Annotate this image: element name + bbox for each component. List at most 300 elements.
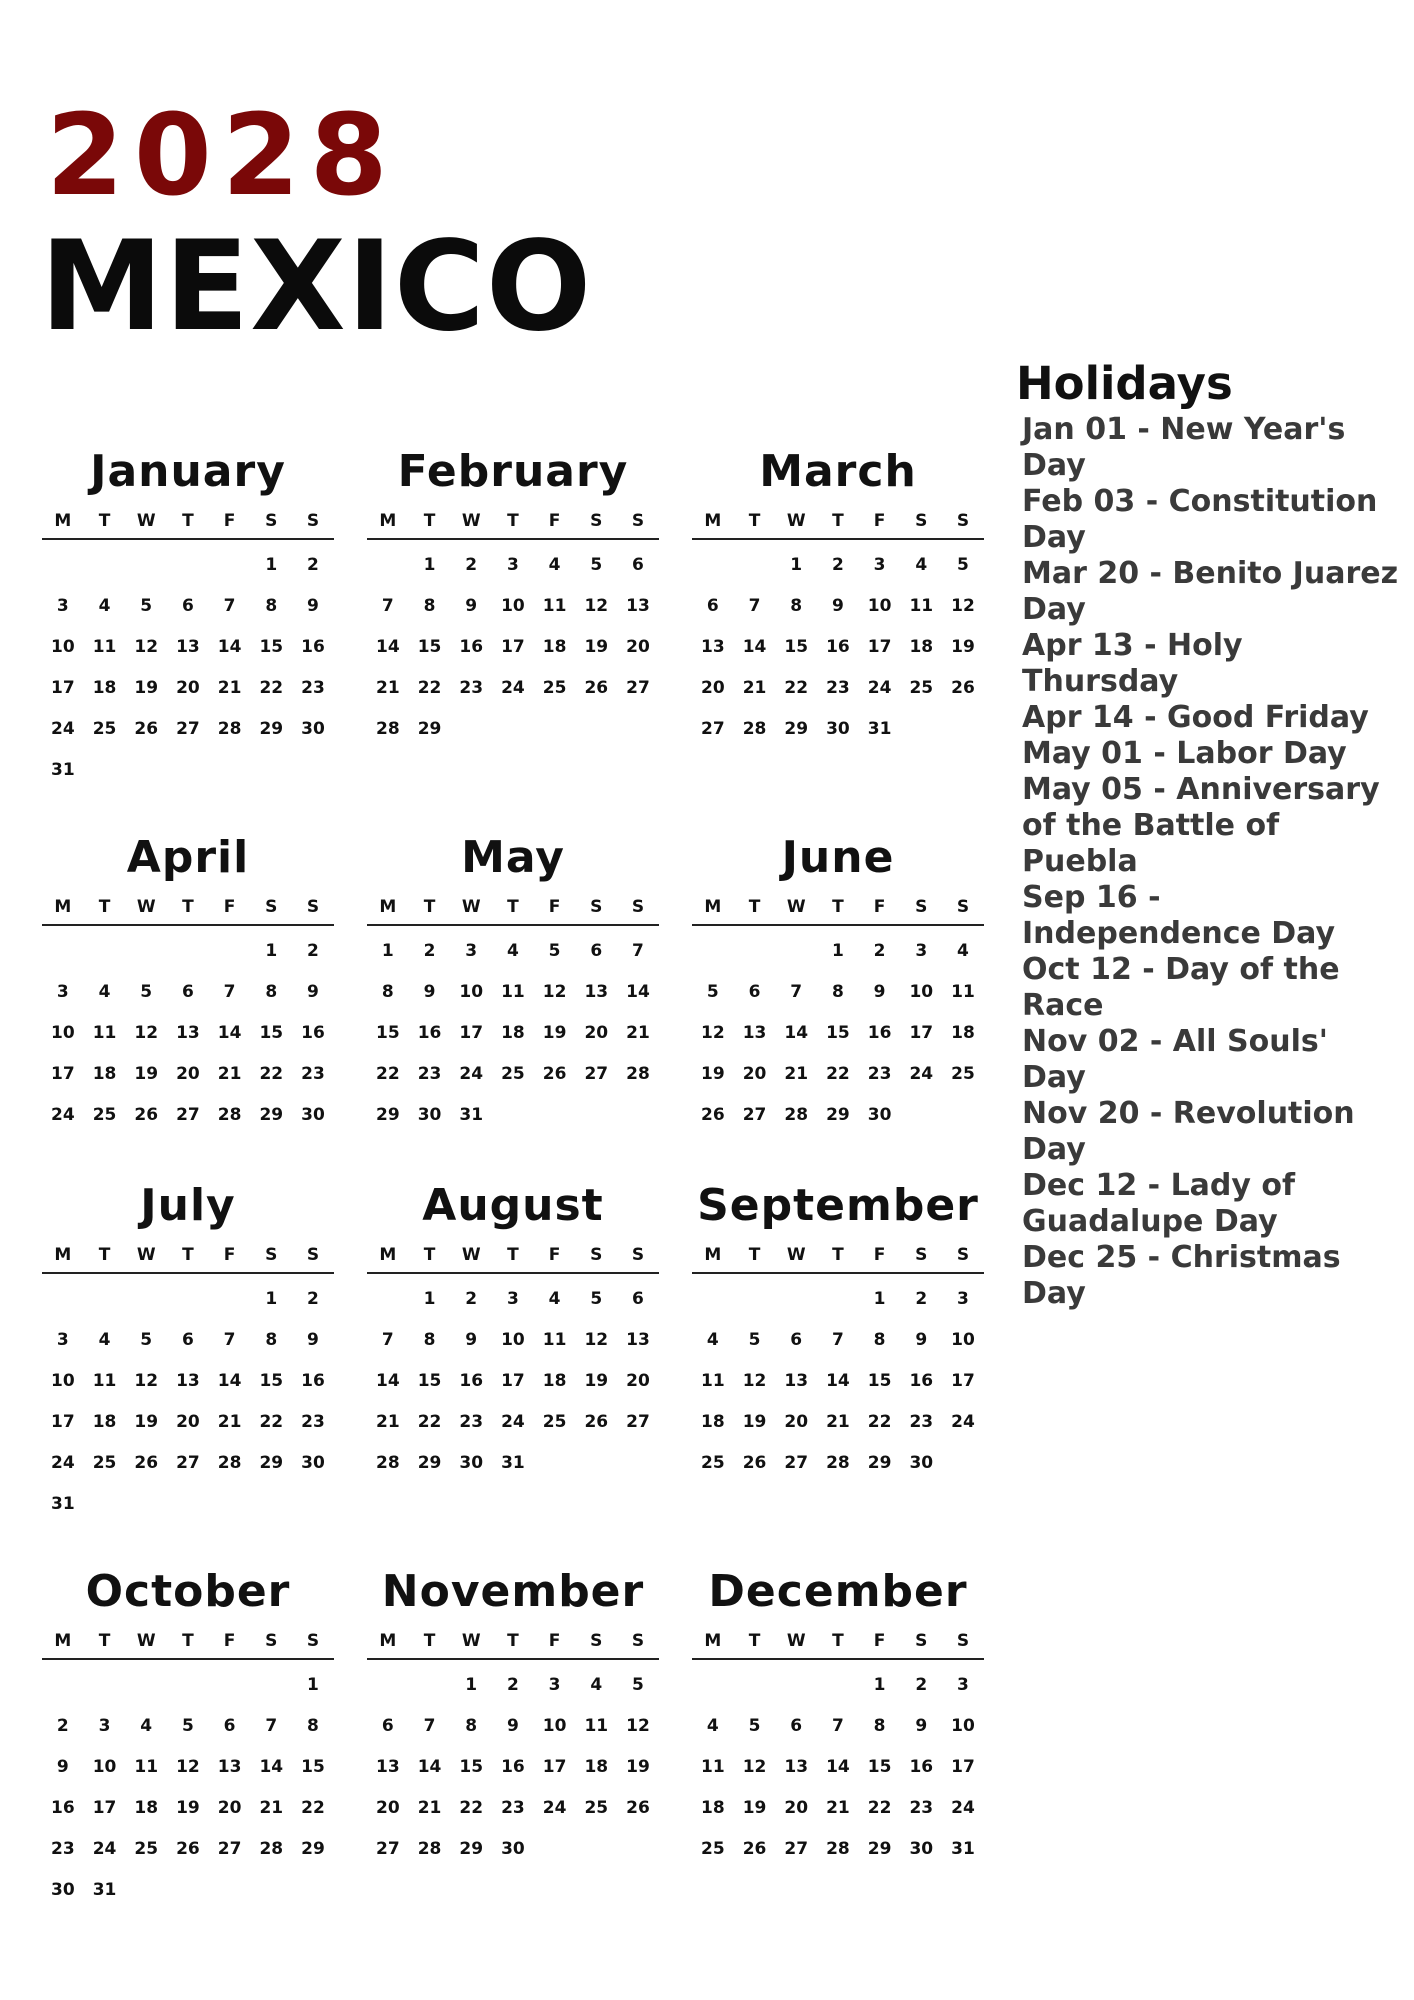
day-cell: 31 <box>867 718 892 739</box>
day-cell: 9 <box>465 595 478 616</box>
day-cell: 22 <box>417 1411 442 1432</box>
month-name: December <box>708 1566 968 1617</box>
day-cell: 4 <box>98 595 111 616</box>
day-cell: 9 <box>873 981 886 1002</box>
day-cell: 13 <box>584 981 609 1002</box>
day-cell: 20 <box>784 1411 809 1432</box>
weekday-label: T <box>182 1631 194 1651</box>
day-cell: 3 <box>506 554 519 575</box>
day-cell: 24 <box>501 677 525 698</box>
day-cell: 31 <box>951 1838 975 1859</box>
day-cell: 7 <box>265 1715 278 1736</box>
day-cell: 5 <box>548 940 561 961</box>
day-cell: 14 <box>826 1756 850 1777</box>
day-cell: 17 <box>459 1022 484 1043</box>
weekday-label: F <box>873 1631 886 1651</box>
weekday-label: T <box>748 1245 761 1265</box>
day-cell: 19 <box>134 677 159 698</box>
weekday-header <box>692 504 984 540</box>
day-cell: 11 <box>951 981 975 1002</box>
day-cell: 16 <box>459 636 484 657</box>
day-cell: 17 <box>51 677 75 698</box>
weekday-label: S <box>265 511 278 531</box>
weekday-label: M <box>704 1245 722 1265</box>
day-cell: 22 <box>376 1063 400 1084</box>
day-cell: 29 <box>259 1452 284 1473</box>
day-cell: 21 <box>217 1411 242 1432</box>
holiday-item: Nov 20 - Revolution Day <box>1022 1096 1355 1167</box>
day-cell: 6 <box>632 1288 644 1309</box>
day-cell: 2 <box>307 940 319 961</box>
day-cell: 7 <box>223 1329 236 1350</box>
weekday-label: F <box>873 897 886 917</box>
day-cell: 8 <box>465 1715 478 1736</box>
month-name: June <box>781 832 895 883</box>
day-cell: 7 <box>223 595 236 616</box>
day-cell: 11 <box>92 636 117 657</box>
weekday-label: S <box>956 1631 970 1651</box>
day-grid <box>367 540 659 749</box>
day-cell: 13 <box>742 1022 767 1043</box>
weekday-label: T <box>423 511 436 531</box>
month-june <box>692 826 984 1135</box>
day-cell: 1 <box>307 1674 319 1695</box>
holiday-item: May 01 - Labor Day <box>1022 736 1347 771</box>
weekday-label: S <box>306 1631 320 1651</box>
day-cell: 9 <box>307 1329 319 1350</box>
day-grid <box>42 1660 334 1910</box>
day-cell: 31 <box>92 1879 117 1900</box>
day-cell: 10 <box>951 1329 975 1350</box>
day-cell: 5 <box>748 1329 761 1350</box>
day-cell: 19 <box>701 1063 725 1084</box>
day-cell: 21 <box>826 1797 850 1818</box>
day-grid <box>692 540 984 749</box>
weekday-label: S <box>956 1245 970 1265</box>
day-cell: 15 <box>826 1022 850 1043</box>
weekday-label: T <box>832 511 844 531</box>
day-cell: 6 <box>632 554 644 575</box>
weekday-label: M <box>704 1631 722 1651</box>
day-cell: 11 <box>501 981 525 1002</box>
day-cell: 4 <box>548 1288 561 1309</box>
day-cell: 29 <box>259 718 284 739</box>
day-cell: 27 <box>626 677 650 698</box>
weekday-label: F <box>548 1245 561 1265</box>
day-cell: 30 <box>301 718 325 739</box>
day-cell: 10 <box>542 1715 567 1736</box>
holiday-item: Feb 03 - Constitution Day <box>1022 484 1378 555</box>
holiday-item: Apr 14 - Good Friday <box>1022 700 1369 735</box>
day-cell: 30 <box>301 1452 325 1473</box>
weekday-label: T <box>832 1631 844 1651</box>
day-cell: 18 <box>92 677 117 698</box>
day-cell: 16 <box>51 1797 75 1818</box>
day-cell: 30 <box>826 718 850 739</box>
day-cell: 30 <box>501 1838 525 1859</box>
day-cell: 14 <box>826 1370 850 1391</box>
day-cell: 16 <box>909 1756 934 1777</box>
day-cell: 19 <box>176 1797 200 1818</box>
weekday-label: T <box>507 511 519 531</box>
holiday-item: Sep 16 - Independence Day <box>1022 880 1336 951</box>
weekday-label: T <box>98 1245 111 1265</box>
day-cell: 12 <box>134 1022 159 1043</box>
day-cell: 24 <box>542 1797 567 1818</box>
weekday-label: F <box>548 897 561 917</box>
holiday-item: Jan 01 - New Year's Day <box>1022 412 1346 483</box>
day-cell: 23 <box>301 1063 325 1084</box>
day-cell: 18 <box>951 1022 975 1043</box>
weekday-label: F <box>223 511 236 531</box>
day-cell: 12 <box>951 595 975 616</box>
day-cell: 13 <box>701 636 725 657</box>
day-cell: 22 <box>301 1797 325 1818</box>
day-cell: 15 <box>784 636 809 657</box>
day-cell: 24 <box>951 1797 975 1818</box>
day-cell: 21 <box>376 677 400 698</box>
day-cell: 5 <box>140 981 153 1002</box>
day-cell: 19 <box>134 1411 159 1432</box>
day-cell: 5 <box>140 1329 153 1350</box>
weekday-label: M <box>54 511 72 531</box>
day-cell: 18 <box>92 1063 117 1084</box>
day-cell: 10 <box>51 1022 75 1043</box>
day-cell: 4 <box>506 940 519 961</box>
day-cell: 9 <box>465 1329 478 1350</box>
day-cell: 11 <box>542 595 567 616</box>
day-cell: 6 <box>790 1715 803 1736</box>
weekday-label: S <box>631 1631 645 1651</box>
day-cell: 16 <box>459 1370 484 1391</box>
weekday-label: S <box>590 1245 603 1265</box>
month-name: November <box>381 1566 645 1617</box>
day-cell: 3 <box>957 1674 969 1695</box>
day-cell: 28 <box>217 1104 242 1125</box>
holidays-panel <box>1016 358 1401 1312</box>
day-cell: 24 <box>51 1104 75 1125</box>
day-cell: 30 <box>417 1104 442 1125</box>
day-cell: 19 <box>951 636 975 657</box>
day-cell: 18 <box>92 1411 117 1432</box>
day-cell: 6 <box>181 981 194 1002</box>
weekday-label: F <box>548 1631 561 1651</box>
day-cell: 11 <box>584 1715 609 1736</box>
day-cell: 12 <box>626 1715 650 1736</box>
day-cell: 16 <box>417 1022 442 1043</box>
day-cell: 9 <box>506 1715 519 1736</box>
day-cell: 3 <box>873 554 886 575</box>
weekday-label: M <box>379 897 397 917</box>
year-title: 2028 <box>46 91 398 221</box>
day-cell: 17 <box>909 1022 934 1043</box>
day-cell: 17 <box>542 1756 567 1777</box>
day-cell: 15 <box>259 636 284 657</box>
day-grid <box>42 926 334 1135</box>
weekday-label: S <box>590 511 603 531</box>
weekday-label: S <box>306 511 320 531</box>
day-cell: 26 <box>176 1838 200 1859</box>
day-cell: 23 <box>459 677 484 698</box>
day-cell: 24 <box>51 1452 75 1473</box>
day-cell: 8 <box>265 595 278 616</box>
day-cell: 15 <box>259 1022 284 1043</box>
day-cell: 27 <box>176 1104 200 1125</box>
weekday-label: S <box>265 1245 278 1265</box>
day-cell: 7 <box>790 981 803 1002</box>
weekday-label: M <box>54 897 72 917</box>
weekday-label: S <box>306 897 320 917</box>
day-cell: 16 <box>301 1022 325 1043</box>
day-cell: 21 <box>626 1022 650 1043</box>
month-september <box>692 1174 984 1483</box>
weekday-label: W <box>461 1245 481 1265</box>
day-cell: 5 <box>590 1288 603 1309</box>
day-cell: 17 <box>501 1370 525 1391</box>
weekday-label: T <box>98 897 111 917</box>
day-cell: 1 <box>423 1288 436 1309</box>
day-cell: 24 <box>867 677 892 698</box>
weekday-header <box>367 504 659 540</box>
day-cell: 19 <box>584 1370 609 1391</box>
day-cell: 2 <box>423 940 436 961</box>
weekday-label: S <box>956 897 970 917</box>
day-cell: 7 <box>632 940 644 961</box>
day-cell: 4 <box>98 981 111 1002</box>
day-cell: 13 <box>176 1022 200 1043</box>
weekday-label: W <box>136 1245 156 1265</box>
day-cell: 24 <box>909 1063 934 1084</box>
day-cell: 16 <box>826 636 850 657</box>
day-cell: 29 <box>867 1838 892 1859</box>
day-cell: 13 <box>176 1370 200 1391</box>
day-cell: 4 <box>915 554 928 575</box>
day-cell: 7 <box>831 1715 844 1736</box>
day-cell: 22 <box>259 1411 284 1432</box>
day-cell: 12 <box>134 636 159 657</box>
day-cell: 12 <box>584 1329 609 1350</box>
day-cell: 19 <box>542 1022 567 1043</box>
day-cell: 21 <box>784 1063 809 1084</box>
weekday-label: T <box>98 1631 111 1651</box>
day-cell: 4 <box>706 1329 719 1350</box>
weekday-label: F <box>223 1245 236 1265</box>
day-cell: 9 <box>915 1329 928 1350</box>
weekday-label: W <box>786 897 806 917</box>
day-cell: 16 <box>501 1756 525 1777</box>
weekday-label: W <box>136 897 156 917</box>
day-cell: 14 <box>259 1756 284 1777</box>
month-name: September <box>697 1180 979 1231</box>
weekday-label: S <box>631 511 645 531</box>
weekday-label: W <box>786 1245 806 1265</box>
day-cell: 1 <box>873 1288 886 1309</box>
weekday-label: M <box>379 1245 397 1265</box>
day-cell: 14 <box>217 636 242 657</box>
month-name: July <box>140 1180 236 1231</box>
day-cell: 10 <box>501 1329 525 1350</box>
day-cell: 25 <box>909 677 934 698</box>
day-cell: 10 <box>51 1370 75 1391</box>
weekday-label: S <box>590 897 603 917</box>
day-cell: 20 <box>626 636 650 657</box>
weekday-label: S <box>915 511 928 531</box>
day-cell: 25 <box>701 1452 725 1473</box>
day-cell: 15 <box>301 1756 325 1777</box>
weekday-label: T <box>423 1631 436 1651</box>
day-cell: 27 <box>584 1063 609 1084</box>
day-cell: 11 <box>701 1370 725 1391</box>
day-cell: 15 <box>459 1756 484 1777</box>
day-cell: 25 <box>92 1452 117 1473</box>
day-cell: 20 <box>784 1797 809 1818</box>
day-cell: 28 <box>742 718 767 739</box>
day-cell: 19 <box>626 1756 650 1777</box>
day-cell: 14 <box>626 981 650 1002</box>
day-cell: 18 <box>501 1022 525 1043</box>
day-cell: 26 <box>701 1104 725 1125</box>
day-cell: 3 <box>915 940 928 961</box>
month-name: January <box>90 446 286 497</box>
holiday-item: Oct 12 - Day of the Race <box>1022 952 1340 1023</box>
day-cell: 10 <box>501 595 525 616</box>
day-cell: 10 <box>92 1756 117 1777</box>
day-cell: 2 <box>465 1288 478 1309</box>
day-cell: 8 <box>423 1329 436 1350</box>
holiday-item: May 05 - Anniversary of the Battle of Puebla <box>1022 772 1380 879</box>
day-cell: 11 <box>92 1022 117 1043</box>
day-cell: 3 <box>506 1288 519 1309</box>
day-cell: 1 <box>831 940 844 961</box>
day-cell: 10 <box>459 981 484 1002</box>
weekday-label: S <box>631 897 645 917</box>
day-cell: 23 <box>301 1411 325 1432</box>
month-name: February <box>397 446 629 497</box>
day-cell: 6 <box>381 1715 394 1736</box>
weekday-header <box>42 890 334 926</box>
day-cell: 27 <box>217 1838 242 1859</box>
day-cell: 29 <box>417 1452 442 1473</box>
day-cell: 7 <box>381 595 394 616</box>
weekday-label: S <box>306 1245 320 1265</box>
weekday-label: M <box>54 1631 72 1651</box>
weekday-label: F <box>873 1245 886 1265</box>
day-cell: 11 <box>92 1370 117 1391</box>
day-cell: 3 <box>957 1288 969 1309</box>
day-cell: 24 <box>501 1411 525 1432</box>
day-cell: 27 <box>376 1838 400 1859</box>
holiday-item: Nov 02 - All Souls' Day <box>1022 1024 1328 1095</box>
day-grid <box>367 1274 659 1483</box>
day-cell: 13 <box>217 1756 242 1777</box>
month-february <box>367 440 659 749</box>
day-cell: 9 <box>423 981 436 1002</box>
weekday-label: T <box>182 511 194 531</box>
day-cell: 9 <box>915 1715 928 1736</box>
weekday-label: W <box>136 511 156 531</box>
day-cell: 25 <box>584 1797 609 1818</box>
weekday-label: S <box>265 897 278 917</box>
weekday-label: T <box>182 1245 194 1265</box>
holiday-item: Dec 12 - Lady of Guadalupe Day <box>1022 1168 1296 1239</box>
day-cell: 29 <box>417 718 442 739</box>
day-cell: 6 <box>790 1329 803 1350</box>
day-cell: 7 <box>381 1329 394 1350</box>
day-cell: 1 <box>265 554 278 575</box>
day-cell: 29 <box>459 1838 484 1859</box>
day-cell: 13 <box>626 1329 650 1350</box>
holidays-title: Holidays <box>1016 357 1233 410</box>
month-name: March <box>759 446 917 497</box>
day-cell: 23 <box>826 677 850 698</box>
weekday-header <box>367 1624 659 1660</box>
day-cell: 31 <box>51 759 75 780</box>
day-cell: 17 <box>951 1756 975 1777</box>
day-cell: 8 <box>265 981 278 1002</box>
month-december <box>692 1560 984 1869</box>
day-cell: 28 <box>826 1452 850 1473</box>
day-cell: 22 <box>459 1797 484 1818</box>
weekday-header <box>42 504 334 540</box>
weekday-label: W <box>786 1631 806 1651</box>
day-cell: 27 <box>176 1452 200 1473</box>
day-cell: 7 <box>423 1715 436 1736</box>
weekday-label: T <box>423 1245 436 1265</box>
day-cell: 26 <box>584 677 609 698</box>
day-cell: 28 <box>376 718 400 739</box>
day-cell: 4 <box>98 1329 111 1350</box>
day-cell: 4 <box>957 940 969 961</box>
weekday-label: T <box>507 1245 519 1265</box>
weekday-label: W <box>461 897 481 917</box>
day-cell: 17 <box>867 636 892 657</box>
day-cell: 6 <box>181 1329 194 1350</box>
day-cell: 18 <box>584 1756 609 1777</box>
day-cell: 29 <box>301 1838 325 1859</box>
day-cell: 1 <box>423 554 436 575</box>
day-grid <box>692 1274 984 1483</box>
day-grid <box>692 926 984 1135</box>
day-cell: 22 <box>417 677 442 698</box>
weekday-label: W <box>786 511 806 531</box>
month-name: May <box>461 832 565 883</box>
day-cell: 5 <box>748 1715 761 1736</box>
day-cell: 17 <box>92 1797 117 1818</box>
day-cell: 19 <box>584 636 609 657</box>
day-cell: 22 <box>784 677 809 698</box>
day-cell: 8 <box>423 595 436 616</box>
day-cell: 19 <box>742 1797 767 1818</box>
day-cell: 2 <box>915 1674 928 1695</box>
day-cell: 18 <box>909 636 934 657</box>
day-grid <box>692 1660 984 1869</box>
day-cell: 21 <box>376 1411 400 1432</box>
day-cell: 20 <box>701 677 725 698</box>
day-cell: 29 <box>784 718 809 739</box>
day-cell: 29 <box>826 1104 850 1125</box>
day-cell: 14 <box>417 1756 442 1777</box>
day-cell: 20 <box>626 1370 650 1391</box>
day-cell: 17 <box>51 1063 75 1084</box>
day-cell: 1 <box>265 940 278 961</box>
day-cell: 15 <box>867 1370 892 1391</box>
month-name: August <box>422 1180 604 1231</box>
day-cell: 7 <box>223 981 236 1002</box>
day-cell: 25 <box>134 1838 159 1859</box>
day-cell: 16 <box>909 1370 934 1391</box>
day-cell: 14 <box>217 1370 242 1391</box>
day-cell: 3 <box>56 981 69 1002</box>
